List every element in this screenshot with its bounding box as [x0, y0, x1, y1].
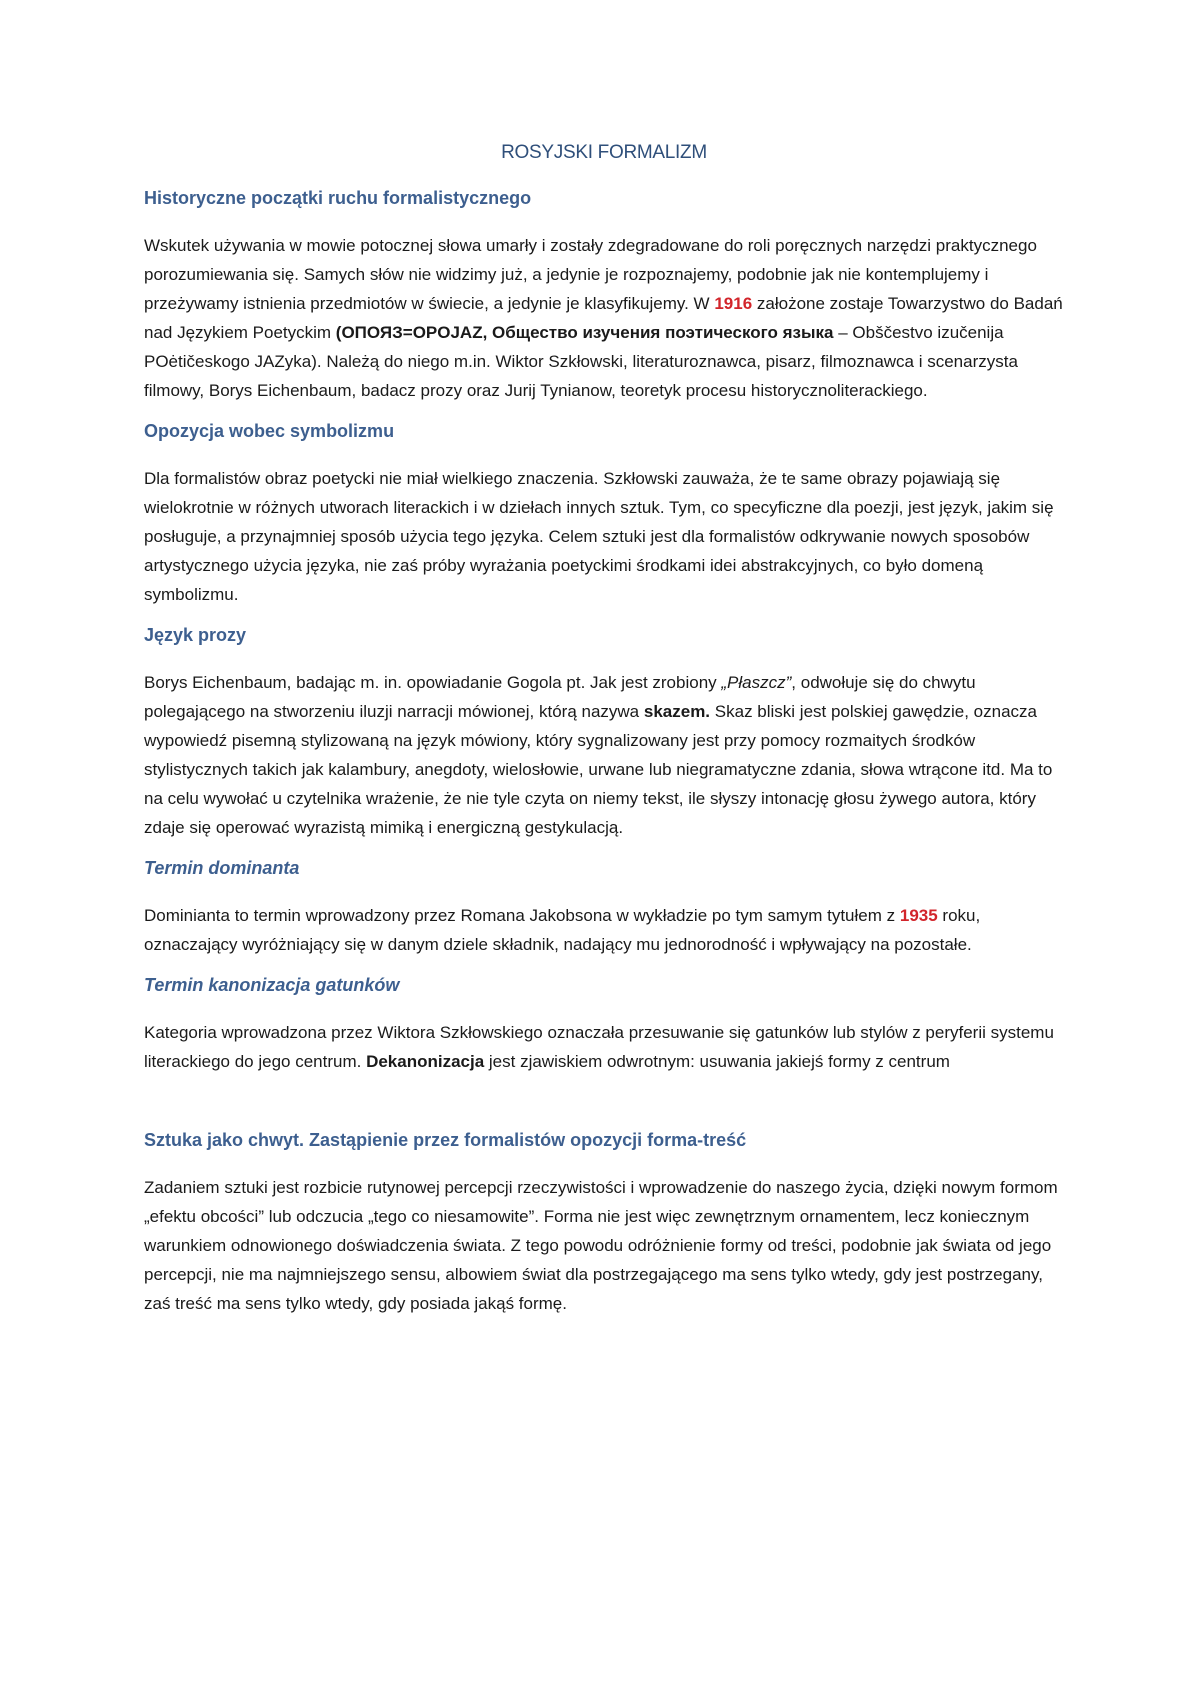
document-body — [144, 142, 1064, 1334]
year-highlight: 1935 — [899, 906, 938, 925]
paragraph-symbolism: Dla formalistów obraz poetycki nie miał wielkiego znaczenia. Szkłowski zauważa, że te same obrazy pojawiają się wielokrotnie w różnych utworach literackich i w dziełach innych sztuk. Tym, co specyficzne dla poezji, jest język, jakim się posługuje, a przynajmniej sposób użycia tego języka. Celem sztuki jest dla formalistów odkrywanie nowych sposobów artystycznego użycia języka, nie zaś próby wyrażania poetyckimi środkami idei abstrakcyjnych, co było domeną symbolizmu. — [144, 469, 1054, 604]
section-heading-origins: Historyczne początki ruchu formalistycznego — [144, 188, 532, 208]
text-run: Skaz bliski jest polskiej gawędzie, oznacza wypowiedź pisemną stylizowaną na język mówiony, który sygnalizowany jest przy pomocy rozmaitych środków stylistycznych takich jak kalambury, anegdoty, wielosłowie, urwane lub niegramatyczne zdania, słowa wtrącone itd. Ma to na celu wywołać u czytelnika wrażenie, że nie tyle czyta on niemy tekst, ile słyszy intonację głosu żywego autora, który zdaje się operować wyrazistą mimiką i energiczną gestykulacją. — [144, 702, 1053, 837]
text-run: , odwołuje się do chwytu polegającego na stworzeniu iluzji narracji mówionej, którą nazywa — [144, 673, 976, 721]
text-run: Borys Eichenbaum, badając m. in. opowiadanie Gogola pt. Jak jest zrobiony — [144, 673, 722, 692]
blank-line — [144, 1092, 1064, 1130]
italic-run: „Płaszcz” — [721, 673, 792, 692]
bold-run: (ОПОЯЗ=OPOJAZ, Общество изучения поэтического языка — [335, 323, 834, 342]
section-heading-art-device: Sztuka jako chwyt. Zastąpienie przez formalistów opozycji forma-treść — [144, 1130, 747, 1150]
bold-run: skazem. — [643, 702, 711, 721]
paragraph-art-device: Zadaniem sztuki jest rozbicie rutynowej percepcji rzeczywistości i wprowadzenie do naszego życia, dzięki nowym formom „efektu obcości” lub odczucia „tego co niesamowite”. Forma nie jest więc zewnętrznym ornamentem, lecz koniecznym warunkiem odnowionego doświadczenia świata. Z tego powodu odróżnienie formy od treści, podobnie jak świata od jego percepcji, nie ma najmniejszego sensu, albowiem świat dla postrzegającego ma sens tylko wtedy, gdy jest postrzegany, zaś treść ma sens tylko wtedy, gdy posiada jakąś formę. — [144, 1178, 1058, 1313]
text-run: Dominianta to termin wprowadzony przez Romana Jakobsona w wykładzie po tym samym tytułem z — [144, 906, 900, 925]
text-run: roku, oznaczający wyróżniający się w danym dziele składnik, nadający mu jednorodność i wpływający na pozostałe. — [144, 906, 981, 954]
section-heading-prose: Język prozy — [144, 625, 247, 645]
bold-run: Dekanonizacja — [366, 1052, 485, 1071]
paragraph-canonization — [144, 1018, 1064, 1076]
year-highlight: 1916 — [714, 294, 753, 313]
paragraph-origins — [144, 231, 1064, 405]
text-run: jest zjawiskiem odwrotnym: usuwania jakiejś formy z centrum — [484, 1052, 950, 1071]
text-run: – Obščestvo izučenija POėtičeskogo JAZyka). Należą do niego m.in. Wiktor Szkłowski, literaturoznawca, pisarz, filmoznawca i scenarzysta filmowy, Borys Eichenbaum, badacz prozy oraz Jurij Tynianow, teoretyk procesu historycznoliterackiego. — [144, 323, 1018, 400]
paragraph-dominant — [144, 901, 1064, 959]
text-run: Kategoria wprowadzona przez Wiktora Szkłowskiego oznaczała przesuwanie się gatunków lub stylów z peryferii systemu literackiego do jego centrum. — [144, 1023, 1054, 1071]
text-run: założone zostaje Towarzystwo do Badań nad Językiem Poetyckim — [144, 294, 1063, 342]
text-run: Wskutek używania w mowie potocznej słowa umarły i zostały zdegradowane do roli poręcznych narzędzi praktycznego porozumiewania się. Samych słów nie widzimy już, a jedynie je rozpoznajemy, podobnie jak nie kontemplujemy i przeżywamy istnienia przedmiotów w świecie, a jedynie je klasyfikujemy. W — [144, 236, 1037, 313]
paragraph-prose — [144, 668, 1064, 842]
section-heading-symbolism: Opozycja wobec symbolizmu — [144, 421, 395, 441]
section-heading-canonization: Termin kanonizacja gatunków — [144, 975, 400, 995]
document-title: ROSYJSKI FORMALIZM — [501, 142, 707, 163]
section-heading-dominant: Termin dominanta — [144, 858, 300, 878]
